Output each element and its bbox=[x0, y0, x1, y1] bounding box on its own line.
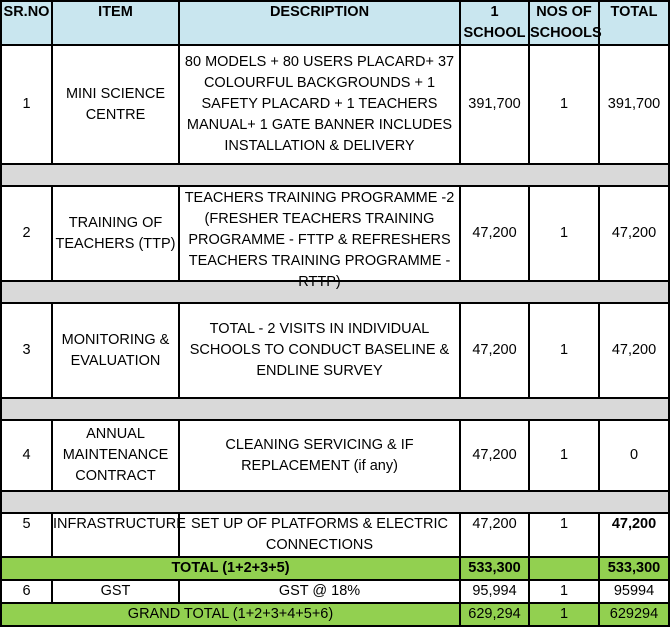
row-total: 47,200 bbox=[599, 303, 669, 398]
header-description: DESCRIPTION bbox=[179, 1, 460, 45]
grand-total-label: GRAND TOTAL (1+2+3+4+5+6) bbox=[1, 603, 460, 626]
separator-cell bbox=[1, 164, 669, 186]
grand-total-nos: 1 bbox=[529, 603, 599, 626]
row-srno: 1 bbox=[1, 45, 52, 164]
header-one-school-line2: SCHOOL bbox=[463, 25, 526, 41]
table-row bbox=[1, 303, 669, 398]
table-row bbox=[1, 45, 669, 164]
row-description: CLEANING SERVICING & IF REPLACEMENT (if any) bbox=[179, 420, 460, 491]
grand-total-total: 629294 bbox=[599, 603, 669, 626]
header-row bbox=[1, 1, 669, 45]
row-description-text: TEACHERS TRAINING PROGRAMME -2 (FRESHER TEACHERS TRAINING PROGRAMME - FTTP & REFRESHERS TEACHERS TRAINING PROGRAMME - RTTP) bbox=[184, 190, 455, 290]
grand-total-row bbox=[1, 603, 669, 626]
subtotal-nos-empty bbox=[529, 557, 599, 580]
row-description: 80 MODELS + 80 USERS PLACARD+ 37 COLOURFUL BACKGROUNDS + 1 SAFETY PLACARD + 1 TEACHERS MANUAL+ 1 GATE BANNER INCLUDES INSTALLATION & DELIVERY bbox=[179, 45, 460, 164]
header-nos-line2: SCHOOLS bbox=[530, 25, 602, 41]
separator-row bbox=[1, 398, 669, 420]
row-total: 391,700 bbox=[599, 45, 669, 164]
row-nos-of-schools: 1 bbox=[529, 513, 599, 557]
row-description bbox=[179, 186, 460, 290]
header-nos-of-schools bbox=[529, 1, 602, 45]
table-row bbox=[1, 513, 669, 557]
row-item: ANNUAL MAINTENANCE CONTRACT bbox=[52, 420, 179, 491]
row-srno: 3 bbox=[1, 303, 52, 398]
gst-nos: 1 bbox=[529, 580, 599, 603]
table-row bbox=[1, 186, 669, 281]
header-one-school-line1: 1 bbox=[490, 4, 499, 20]
header-srno: SR.NO bbox=[1, 1, 52, 45]
subtotal-row bbox=[1, 557, 669, 580]
gst-srno: 6 bbox=[1, 580, 52, 603]
subtotal-total: 533,300 bbox=[599, 557, 669, 580]
table-row bbox=[1, 420, 669, 491]
row-nos-of-schools: 1 bbox=[529, 45, 599, 164]
row-total: 0 bbox=[599, 420, 669, 491]
separator-row bbox=[1, 164, 669, 186]
gst-row bbox=[1, 580, 669, 603]
gst-description: GST @ 18% bbox=[179, 580, 460, 603]
header-nos-line1: NOS OF bbox=[536, 4, 592, 20]
gst-total: 95994 bbox=[599, 580, 669, 603]
row-one-school-cost: 47,200 bbox=[460, 513, 529, 557]
row-srno: 2 bbox=[1, 186, 52, 281]
header-item: ITEM bbox=[52, 1, 179, 45]
row-item: INFRASTRUCTURE bbox=[52, 513, 179, 557]
row-nos-of-schools: 1 bbox=[529, 186, 599, 281]
header-total: TOTAL bbox=[599, 1, 669, 45]
row-item: TRAINING OF TEACHERS (TTP) bbox=[52, 186, 179, 281]
row-total: 47,200 bbox=[599, 513, 669, 557]
separator-row bbox=[1, 491, 669, 513]
row-srno: 5 bbox=[1, 513, 52, 557]
gst-item: GST bbox=[52, 580, 179, 603]
header-one-school bbox=[460, 1, 529, 45]
row-description: SET UP OF PLATFORMS & ELECTRIC CONNECTIONS bbox=[179, 513, 460, 557]
subtotal-label: TOTAL (1+2+3+5) bbox=[1, 557, 460, 580]
row-srno: 4 bbox=[1, 420, 52, 491]
separator-cell bbox=[1, 398, 669, 420]
row-nos-of-schools: 1 bbox=[529, 420, 599, 491]
row-nos-of-schools: 1 bbox=[529, 303, 599, 398]
row-one-school-cost: 391,700 bbox=[460, 45, 529, 164]
row-description: TOTAL - 2 VISITS IN INDIVIDUAL SCHOOLS TO CONDUCT BASELINE & ENDLINE SURVEY bbox=[179, 303, 460, 398]
row-item: MONITORING & EVALUATION bbox=[52, 303, 179, 398]
subtotal-one-school: 533,300 bbox=[460, 557, 529, 580]
row-one-school-cost: 47,200 bbox=[460, 186, 529, 281]
row-one-school-cost: 47,200 bbox=[460, 420, 529, 491]
row-item: MINI SCIENCE CENTRE bbox=[52, 45, 179, 164]
row-one-school-cost: 47,200 bbox=[460, 303, 529, 398]
grand-total-one-school: 629,294 bbox=[460, 603, 529, 626]
row-total: 47,200 bbox=[599, 186, 669, 281]
separator-cell bbox=[1, 491, 669, 513]
gst-one-school: 95,994 bbox=[460, 580, 529, 603]
